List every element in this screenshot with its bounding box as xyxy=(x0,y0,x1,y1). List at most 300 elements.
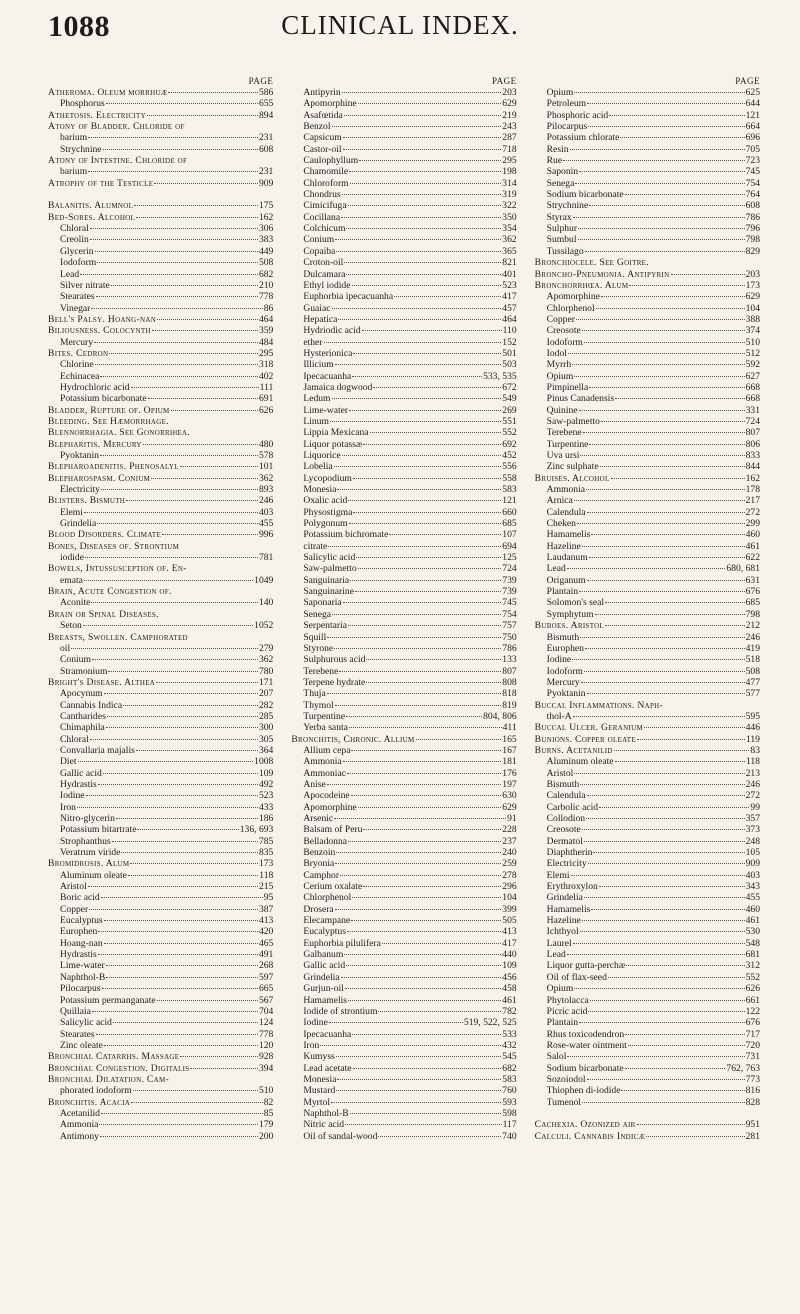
leader-dots xyxy=(327,693,502,694)
leader-dots xyxy=(77,807,258,808)
entry-page-ref: 492 xyxy=(258,778,274,790)
index-entry xyxy=(48,575,273,586)
entry-label: Cerium oxalate xyxy=(303,881,363,893)
leader-dots xyxy=(646,1136,744,1137)
entry-label: Ipecacuanha xyxy=(303,1028,352,1040)
entry-label: Sanguinaria xyxy=(303,574,350,586)
column-page-label: PAGE xyxy=(491,76,517,86)
entry-label: Lippia Mexicana xyxy=(303,427,369,439)
index-entry xyxy=(291,1006,516,1017)
entry-page-ref: 909 xyxy=(745,858,760,870)
entry-page-ref: 593 xyxy=(502,1096,517,1108)
leader-dots xyxy=(351,750,501,751)
index-entry xyxy=(535,212,760,223)
entry-page-ref: 176 xyxy=(502,767,517,779)
leader-dots xyxy=(352,376,482,377)
index-entry xyxy=(535,824,760,835)
leader-dots xyxy=(334,818,506,819)
entry-label: Ammoniac xyxy=(303,767,346,779)
entry-page-ref: 718 xyxy=(502,143,517,155)
entry-page-ref: 754 xyxy=(745,177,760,189)
entry-page-ref: 644 xyxy=(745,98,760,110)
entry-label: Athetosis. Electricity xyxy=(48,109,146,121)
entry-page-ref: 808 xyxy=(502,676,517,688)
index-entry xyxy=(535,881,760,892)
index-entry xyxy=(48,904,273,915)
leader-dots xyxy=(628,1045,745,1046)
leader-dots xyxy=(591,909,744,910)
entry-label: Pinus Canadensis xyxy=(546,393,615,405)
index-entry xyxy=(535,1006,760,1017)
leader-dots xyxy=(334,466,502,467)
index-entry xyxy=(48,1017,273,1028)
leader-dots xyxy=(101,489,258,490)
entry-label: Hydrochloric acid xyxy=(60,381,130,393)
entry-label: Styrax xyxy=(546,211,572,223)
entry-page-ref: 120 xyxy=(258,1039,274,1051)
entry-label: Potassium bichromate xyxy=(303,529,389,541)
leader-dots xyxy=(336,1090,501,1091)
entry-page-ref: 785 xyxy=(258,835,274,847)
index-entry xyxy=(535,291,760,302)
entry-label: Cocillana xyxy=(303,211,341,223)
entry-label: Gallic acid xyxy=(60,767,102,779)
entry-page-ref: 821 xyxy=(502,257,517,269)
index-entry xyxy=(48,269,273,280)
index-entry xyxy=(48,166,273,177)
index-entry xyxy=(535,1131,760,1142)
index-entry xyxy=(291,824,516,835)
index-entry xyxy=(535,575,760,586)
entry-page-ref: 419 xyxy=(745,642,760,654)
leader-dots xyxy=(582,330,745,331)
index-entry xyxy=(48,972,273,983)
entry-label: Arnica xyxy=(546,495,573,507)
entry-page-ref: 773 xyxy=(745,1073,760,1085)
entry-label: Origanum xyxy=(546,574,586,586)
leader-dots xyxy=(573,716,745,717)
entry-label: Guaiac xyxy=(303,302,331,314)
entry-page-ref: 672 xyxy=(502,381,517,393)
entry-page-ref: 399 xyxy=(502,903,517,915)
leader-dots xyxy=(351,920,501,921)
entry-label: Nitric acid xyxy=(303,1119,345,1131)
leader-dots xyxy=(104,943,258,944)
index-entry xyxy=(535,892,760,903)
leader-dots xyxy=(671,274,745,275)
entry-page-ref: 117 xyxy=(502,1119,517,1131)
leader-dots xyxy=(574,500,745,501)
entry-page-ref: 893 xyxy=(258,484,274,496)
entry-page-ref: 833 xyxy=(745,450,760,461)
index-entry xyxy=(535,166,760,177)
entry-label: Benzoin xyxy=(303,847,336,859)
index-entry xyxy=(291,768,516,779)
leader-dots xyxy=(582,829,745,830)
entry-label: Opium xyxy=(546,983,574,995)
entry-page-ref: 285 xyxy=(258,710,274,722)
entry-label: Iodine xyxy=(60,790,85,802)
index-entry xyxy=(48,790,273,801)
index-entry xyxy=(48,484,273,495)
entry-page-ref: 608 xyxy=(258,143,274,155)
index-entry xyxy=(535,382,760,393)
entry-page-ref: 173 xyxy=(745,279,760,291)
leader-dots xyxy=(588,126,744,127)
leader-dots xyxy=(567,1056,744,1057)
leader-dots xyxy=(335,364,502,365)
leader-dots xyxy=(608,977,745,978)
index-entry xyxy=(291,234,516,245)
leader-dots xyxy=(599,886,745,887)
leader-dots xyxy=(107,716,258,717)
entry-page-ref: 552 xyxy=(502,427,517,439)
index-entry xyxy=(48,371,273,382)
entry-label: Opium xyxy=(546,370,574,382)
entry-label: Stramonium xyxy=(60,665,108,677)
entry-page-ref: 676 xyxy=(745,1017,760,1029)
entry-page-ref: 1052 xyxy=(254,620,274,632)
index-entry xyxy=(291,359,516,370)
index-entry xyxy=(535,303,760,314)
entry-label: Brain or Spinal Diseases. xyxy=(48,608,159,620)
index-entry xyxy=(291,257,516,268)
index-entry xyxy=(291,541,516,552)
leader-dots xyxy=(157,1000,258,1001)
entry-label: oil xyxy=(60,642,71,654)
entry-page-ref: 246 xyxy=(258,495,274,507)
entry-page-ref: 125 xyxy=(502,552,517,564)
entry-label: Iron xyxy=(60,801,76,813)
entry-label: Balsam of Peru xyxy=(303,824,363,836)
entry-label: Monesia xyxy=(303,484,337,496)
entry-page-ref: 82 xyxy=(263,1096,274,1108)
leader-dots xyxy=(98,784,258,785)
entry-label: Bladder, Rupture of. Opium xyxy=(48,404,170,416)
entry-page-ref: 295 xyxy=(502,155,517,167)
entry-label: Zinc oleate xyxy=(60,1039,103,1051)
index-entry xyxy=(291,745,516,756)
entry-page-ref: 503 xyxy=(502,359,517,371)
index-entry xyxy=(291,1040,516,1051)
entry-label: Calendula xyxy=(546,506,586,518)
leader-dots xyxy=(97,262,258,263)
index-entry xyxy=(291,926,516,937)
index-entry xyxy=(291,473,516,484)
leader-dots xyxy=(362,330,502,331)
entry-label: Cannabis Indica xyxy=(60,699,123,711)
entry-label: Chlorphenol xyxy=(303,892,352,904)
entry-page-ref: 523 xyxy=(502,279,517,291)
entry-label: Bronchiocele. See Goitre. xyxy=(534,257,649,269)
entry-page-ref: 455 xyxy=(745,892,760,904)
leader-dots xyxy=(103,149,258,150)
index-entry xyxy=(291,155,516,166)
index-entry xyxy=(48,1074,273,1085)
index-entry xyxy=(48,416,273,427)
index-entry xyxy=(48,1119,273,1130)
leader-dots xyxy=(89,909,258,910)
leader-dots xyxy=(599,807,749,808)
leader-dots xyxy=(574,773,744,774)
leader-dots xyxy=(337,1079,501,1080)
leader-dots xyxy=(98,954,258,955)
leader-dots xyxy=(621,1090,744,1091)
leader-dots xyxy=(123,705,258,706)
index-entry xyxy=(48,677,273,688)
index-entry xyxy=(535,337,760,348)
entry-page-ref: 175 xyxy=(258,200,274,212)
entry-page-ref: 299 xyxy=(745,518,760,530)
entry-label: Bunions. Copper oleate xyxy=(534,733,636,745)
entry-label: Opium xyxy=(546,87,574,98)
index-entry xyxy=(291,393,516,404)
entry-page-ref: 295 xyxy=(258,347,274,359)
entry-page-ref: 133 xyxy=(502,654,517,666)
index-entry xyxy=(48,110,273,121)
entry-page-ref: 778 xyxy=(258,291,274,303)
entry-label: Hazeline xyxy=(546,915,581,927)
entry-label: Bronchorrhœa. Alum xyxy=(534,279,629,291)
entry-label: Phytolacca xyxy=(546,994,589,1006)
entry-page-ref: 786 xyxy=(502,642,517,654)
entry-page-ref: 682 xyxy=(502,1062,517,1074)
index-entry xyxy=(48,325,273,336)
entry-label: Plantain xyxy=(546,586,579,598)
entry-label: Mercury xyxy=(546,676,580,688)
leader-dots xyxy=(339,671,501,672)
entry-label: Grindelia xyxy=(546,892,583,904)
entry-label: Aristol xyxy=(546,767,574,779)
index-entry xyxy=(291,813,516,824)
entry-label: Iodoform xyxy=(546,336,583,348)
leader-dots xyxy=(570,149,745,150)
entry-page-ref: 432 xyxy=(502,1039,517,1051)
index-entry xyxy=(291,756,516,767)
entry-page-ref: 461 xyxy=(502,994,517,1006)
index-entry xyxy=(291,643,516,654)
entry-page-ref: 181 xyxy=(502,756,517,768)
leader-dots xyxy=(84,580,253,581)
entry-label: Atony of Bladder. Chloride of xyxy=(48,121,185,133)
entry-page-ref: 723 xyxy=(745,155,760,167)
leader-dots xyxy=(620,137,744,138)
index-entry xyxy=(48,609,273,620)
entry-page-ref: 365 xyxy=(502,245,517,257)
entry-page-ref: 457 xyxy=(502,302,517,314)
leader-dots xyxy=(579,591,744,592)
entry-label: Chondrus xyxy=(303,189,341,201)
index-entry xyxy=(48,529,273,540)
entry-label: Boric acid xyxy=(60,892,100,904)
leader-dots xyxy=(586,818,745,819)
leader-dots xyxy=(343,602,502,603)
leader-dots xyxy=(587,693,745,694)
leader-dots xyxy=(370,432,502,433)
entry-label: Cachexia. Ozonized air xyxy=(534,1119,636,1131)
entry-label: Hydriodic acid xyxy=(303,325,361,337)
index-entry xyxy=(291,802,516,813)
leader-dots xyxy=(600,466,745,467)
leader-dots xyxy=(112,841,258,842)
index-entry xyxy=(48,382,273,393)
entry-label: Turpentine xyxy=(546,438,589,450)
index-entry xyxy=(291,1074,516,1085)
entry-page-ref: 173 xyxy=(258,858,274,870)
leader-dots xyxy=(180,466,258,467)
index-entry xyxy=(535,995,760,1006)
entry-page-ref: 259 xyxy=(502,858,517,870)
leader-dots xyxy=(348,841,501,842)
entry-page-ref: 460 xyxy=(745,529,760,541)
index-entry xyxy=(291,1131,516,1142)
entry-label: Sulphur xyxy=(546,223,578,235)
leader-dots xyxy=(352,285,502,286)
entry-page-ref: 402 xyxy=(258,370,274,382)
index-columns xyxy=(48,76,760,1294)
entry-page-ref: 452 xyxy=(502,450,517,461)
entry-label: Lead xyxy=(546,949,566,961)
entry-page-ref: 745 xyxy=(502,597,517,609)
entry-page-ref: 691 xyxy=(258,393,274,405)
leader-dots xyxy=(344,954,501,955)
leader-dots xyxy=(587,795,745,796)
entry-label: Bronchitis. Acacia xyxy=(48,1096,131,1108)
entry-label: Balanitis. Alumnol xyxy=(48,200,134,212)
leader-dots xyxy=(572,364,744,365)
entry-page-ref: 696 xyxy=(745,132,760,144)
entry-label: Oil of flax-seed xyxy=(546,971,607,983)
entry-label: Hepatica xyxy=(303,313,338,325)
leader-dots xyxy=(584,342,745,343)
leader-dots xyxy=(605,625,745,626)
entry-label: Strophanthus xyxy=(60,835,111,847)
entry-label: Gallic acid xyxy=(303,960,346,972)
entry-label: Conium xyxy=(303,234,335,246)
index-entry xyxy=(291,904,516,915)
entry-label: Veratrum viride xyxy=(60,847,121,859)
leader-dots xyxy=(343,137,502,138)
entry-label: Hamamelis xyxy=(303,994,348,1006)
entry-page-ref: 86 xyxy=(263,302,274,314)
leader-dots xyxy=(578,228,745,229)
index-entry xyxy=(291,836,516,847)
index-column-1 xyxy=(48,76,273,1294)
entry-label: Chlorphenol xyxy=(546,302,595,314)
index-entry xyxy=(291,110,516,121)
entry-page-ref: 456 xyxy=(502,971,517,983)
entry-label: Laurel xyxy=(546,937,572,949)
entry-page-ref: 760 xyxy=(502,1085,517,1097)
index-entry xyxy=(535,722,760,733)
leader-dots xyxy=(578,239,745,240)
index-entry xyxy=(48,632,273,643)
entry-label: iodide xyxy=(60,552,84,564)
entry-label: Erythroxylon xyxy=(546,881,598,893)
leader-dots xyxy=(332,308,502,309)
entry-label: Chamomile xyxy=(303,166,349,178)
entry-page-ref: 300 xyxy=(258,722,274,734)
entry-page-ref: 928 xyxy=(258,1051,274,1063)
entry-label: Vinegar xyxy=(60,302,91,314)
index-entry xyxy=(48,870,273,881)
index-entry xyxy=(48,359,273,370)
index-entry xyxy=(48,473,273,484)
leader-dots xyxy=(579,410,745,411)
index-entry xyxy=(535,666,760,677)
leader-dots xyxy=(363,829,501,830)
entry-label: Iodol xyxy=(546,347,567,359)
leader-dots xyxy=(582,1102,745,1103)
leader-dots xyxy=(584,671,745,672)
leader-dots xyxy=(94,342,258,343)
entry-page-ref: 401 xyxy=(502,268,517,280)
entry-page-ref: 179 xyxy=(258,1119,274,1131)
entry-label: Iron xyxy=(303,1039,320,1051)
leader-dots xyxy=(337,489,501,490)
index-entry xyxy=(48,700,273,711)
entry-page-ref: 894 xyxy=(258,109,274,121)
index-entry xyxy=(291,450,516,461)
entry-label: Copaiba xyxy=(303,245,336,257)
entry-page-ref: 268 xyxy=(258,960,274,972)
leader-dots xyxy=(571,875,745,876)
entry-label: Pimpinella xyxy=(546,381,589,393)
leader-dots xyxy=(336,251,501,252)
entry-label: Atony of Intestine. Chloride of xyxy=(48,155,188,167)
leader-dots xyxy=(157,319,258,320)
index-entry xyxy=(291,189,516,200)
entry-page-ref: 829 xyxy=(745,245,760,257)
entry-page-ref: 724 xyxy=(502,563,517,575)
leader-dots xyxy=(335,705,502,706)
leader-dots xyxy=(579,1022,744,1023)
entry-page-ref: 461 xyxy=(745,915,760,927)
leader-dots xyxy=(104,1045,258,1046)
entry-page-ref: 282 xyxy=(258,699,274,711)
entry-page-ref: 828 xyxy=(745,1096,760,1108)
entry-page-ref: 806 xyxy=(745,438,760,450)
entry-label: Bronchitis, Chronic. Allium xyxy=(291,733,415,745)
leader-dots xyxy=(363,886,501,887)
index-entry xyxy=(535,98,760,109)
entry-page-ref: 362 xyxy=(258,472,274,484)
leader-dots xyxy=(579,171,744,172)
leader-dots xyxy=(629,285,744,286)
index-entry xyxy=(48,1097,273,1108)
entry-label: Strychnine xyxy=(60,143,102,155)
leader-dots xyxy=(104,920,258,921)
index-entry xyxy=(535,654,760,665)
entry-page-ref: 446 xyxy=(745,722,760,734)
entry-page-ref: 668 xyxy=(745,393,760,405)
leader-dots xyxy=(563,160,744,161)
index-entry xyxy=(535,325,760,336)
index-entry xyxy=(291,144,516,155)
entry-label: Aconite xyxy=(60,597,91,609)
entry-label: Lead xyxy=(546,563,566,575)
index-entry xyxy=(291,461,516,472)
entry-label: Blepharoadenitis. Phenosalyl xyxy=(48,461,179,473)
entry-label: ether xyxy=(303,336,323,348)
index-entry xyxy=(48,303,273,314)
entry-page-ref: 246 xyxy=(745,778,760,790)
index-entry xyxy=(291,495,516,506)
entry-label: Iodine xyxy=(546,654,572,666)
leader-dots xyxy=(373,387,501,388)
leader-dots xyxy=(584,897,745,898)
index-entry xyxy=(291,382,516,393)
